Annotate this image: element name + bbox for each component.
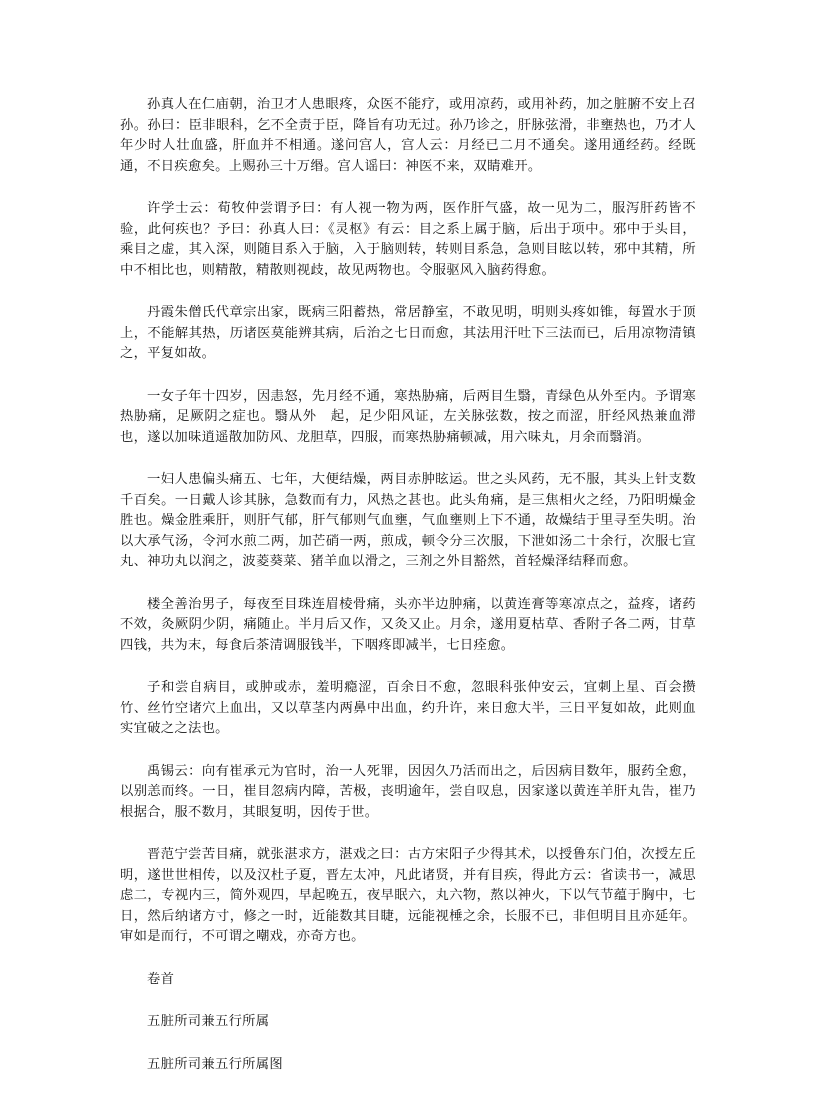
heading-wuzang: 五脏所司兼五行所属	[147, 1014, 270, 1029]
paragraph-girl-fourteen: 一女子年十四岁，因恚怒，先月经不通，寒热胁痛，后两目生翳，青绿色从外至内。予谓寒热胁痛，足厥阴之症也。翳从外 起，足少阳风证，左关脉弦数，按之而涩，肝经风热兼血滞也，遂以加味逍遥散加防风、龙胆草，四服，而寒热胁痛顿减，用六味丸，月余而翳消。	[120, 388, 696, 445]
paragraph-yu-xi: 禹锡云：向有崔承元为官时，治一人死罪，因因久乃活而出之，后因病目数年，服药全愈，以别恙而终。一日，崔目忽病内障，苦极，丧明逾年，尝自叹息，因家遂以黄连羊肝丸告，崔乃根据合，服不数月，其眼复明，因传于世。	[120, 763, 696, 820]
paragraph-fan-ning: 晋范宁尝苦目痛，就张湛求方，湛戏之曰：古方宋阳子少得其术，以授鲁东门伯，次授左丘明，遂世世相传，以及汉杜子夏，晋左太冲，凡此诸贤，并有目疾，得此方云：省读书一，减思虑二，专视内三，简外观四，早起晚五，夜早眠六，丸六物，熬以神火，下以气节蕴于胸中，七日，然后纳诸方寸，修之一时，近能数其目睫，远能视棰之余，长服不已，非但明目且亦延年。审如是而行，不可谓之嘲戏，亦奇方也。	[120, 847, 696, 944]
heading-juanshou: 卷首	[147, 971, 175, 987]
heading-wuzang-figure: 五脏所司兼五行所属图	[147, 1056, 283, 1072]
paragraph-zihe: 子和尝自病目，或肿或赤，羞明瘾涩，百余日不愈，忽眼科张仲安云，宜刺上星、百会攒竹、丝竹空诸穴上血出，又以草茎内两鼻中出血，约升许，来日愈大半，三日平复如故，此则血实宜破之之法也。	[120, 680, 696, 736]
paragraph-sun-zhenren: 孙真人在仁庙朝，治卫才人患眼疼，众医不能疗，或用凉药，或用补药，加之脏腑不安上召孙。孙曰：臣非眼科，乞不全责于臣，降旨有功无过。孙乃诊之，肝脉弦滑，非壅热也，乃才人年少时人壮血盛，肝血并不相通。遂问宫人，宫人云：月经已二月不通矣。遂用通经药。经既通，不日疾愈矣。上赐孙三十万缗。宫人谣曰：神医不来，双睛难开。	[120, 97, 696, 174]
paragraph-lou-quanshan: 楼全善治男子，每夜至目珠连眉棱骨痛，头亦半边肿痛，以黄连膏等寒凉点之，益疼，诸药不效，灸厥阴少阴，痛随止。半月后又作，又灸又止。月余，遂用夏枯草、香附子各二两，甘草四钱，共为末，每食后茶清调服钱半，下咽疼即减半，七日痊愈。	[120, 596, 696, 653]
paragraph-woman-headache: 一妇人患偏头痛五、七年，大便结燥，两目赤肿眩运。世之头风药，无不服，其头上针支数千百矣。一日戴人诊其脉，急数而有力，风热之甚也。此头角痛，是三焦相火之经，乃阳明燥金胜也。燥金胜乘肝，则肝气郁，肝气郁则气血壅，气血壅则上下不通，故燥结于里寻至失明。治以大承气汤，令河水煎二两，加芒硝一两，煎成，顿令分三次服，下泄如汤二十余行，次服七宣丸、神功丸以润之，波菱葵菜、猪羊血以滑之，三剂之外目豁然，首轻燥泽结释而愈。	[120, 472, 696, 569]
paragraph-xu-xueshi: 许学士云：荀牧仲尝谓予曰：有人视一物为两，医作肝气盛，故一见为二，服泻肝药皆不验，此何疾也？予曰：孙真人曰：《灵枢》有云：目之系上属于脑，后出于项中。邪中于头目，乘目之虚，其入深，则随目系入于脑，入于脑则转，转则目系急，急则目眩以转，邪中其精，所中不相比也，则精散，精散则视歧，故见两物也。令服驱风入脑药得愈。	[120, 201, 696, 278]
document-page	[120, 95, 696, 1097]
paragraph-danxia-zhu: 丹霞朱僧氏代章宗出家，既病三阳蓄热，常居静室，不敢见明，明则头疼如锥，每置水于顶上，不能解其热，历诸医莫能辨其病，后治之七日而愈，其法用汗吐下三法而已，后用凉物清镇之，平复如故。	[120, 305, 696, 361]
